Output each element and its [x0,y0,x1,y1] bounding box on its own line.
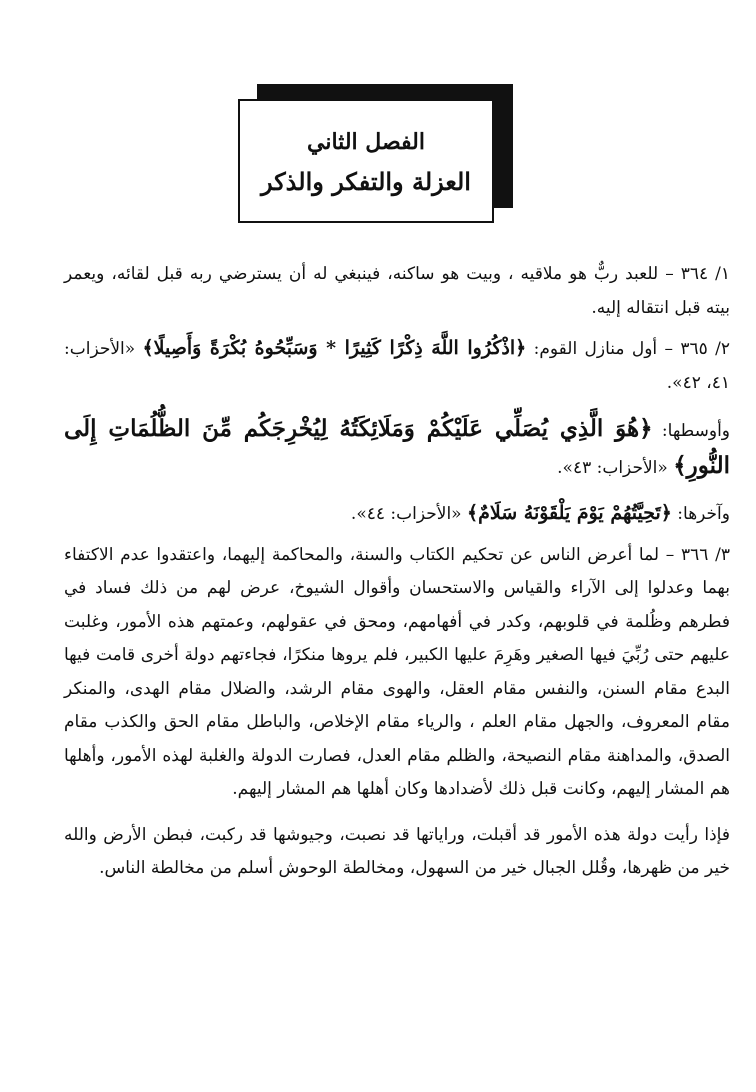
paragraph-middle-intro: وأوسطها: [661,421,730,441]
chapter-header-box [238,99,494,223]
paragraph-middle [64,412,730,485]
paragraph-last-intro: وآخرها: [677,504,730,524]
verse-reference: «الأحزاب: ٤٣». [557,457,668,478]
paragraph-last [64,497,730,532]
verse-reference: «الأحزاب: ٤١، ٤٢». [64,339,730,393]
paragraph-365 [64,332,730,400]
quran-verse: ﴿هُوَ الَّذِي يُصَلِّي عَلَيْكُمْ وَمَلَائِكَتُهُ لِيُخْرِجَكُم مِّنَ الظُّلُمَاتِ إِلَى النُّورِ﴾ [64,415,730,479]
paragraph-final: فإذا رأيت دولة هذه الأمور قد أقبلت، وراياتها قد نصبت، وجيوشها قد ركبت، فبطن الأرض والله خير من ظهرها، وقُلل الجبال خير من السهول، ومخالطة الوحوش أسلم من مخالطة الناس. [64,824,730,878]
page-body [64,258,730,893]
verse-reference: «الأحزاب: ٤٤». [350,504,462,524]
quran-verse: ﴿اذْكُرُوا اللَّهَ ذِكْرًا كَثِيرًا * وَسَبِّحُوهُ بُكْرَةً وَأَصِيلًا﴾ [142,337,527,359]
chapter-number: الفصل الثاني [307,129,425,155]
paragraph-365-intro: ٢/ ٣٦٥ – أول منازل القوم: [533,339,730,359]
paragraph-364: ١/ ٣٦٤ – للعبد ربٌّ هو ملاقيه ، وبيت هو ساكنه، فينبغي له أن يسترضي ربه قبل لقائه، ويعمر بيته قبل انتقاله إليه. [64,264,730,318]
paragraph-366: ٣/ ٣٦٦ – لما أعرض الناس عن تحكيم الكتاب والسنة، والمحاكمة إليهما، واعتقدوا عدم الاكتفاء بهما وعدلوا إلى الآراء والقياس والاستحسان وأقوال الشيوخ، عرض لهم من ذلك فساد في فطرهم وظُلمة في قلوبهم، وكدر في أفهامهم، ومحق في عقولهم، وعمتهم هذه الأمور، وغلبت عليهم حتى رُبِّيَ فيها الصغير وهَرِمَ عليها الكبير، فلم يروها منكرًا، فجاءتهم دولة أخرى قامت فيها البدع مقام السنن، والنفس مقام العقل، والهوى مقام الرشد، والضلال مقام الهدى، والمنكر مقام المعروف، والجهل مقام العلم ، والرياء مقام الإخلاص، والباطل مقام الحق والكذب مقام الصدق، والمداهنة مقام النصيحة، والظلم مقام العدل، فصارت الدولة والغلبة لهذه الأمور، وأهلها هم المشار إليهم، وكانت قبل ذلك لأضدادها وكان أهلها هم المشار إليهم. [64,544,730,799]
quran-verse: ﴿تَحِيَّتُهُمْ يَوْمَ يَلْقَوْنَهُ سَلَامٌ﴾ [466,502,672,524]
chapter-title: العزلة والتفكر والذكر [261,167,471,196]
